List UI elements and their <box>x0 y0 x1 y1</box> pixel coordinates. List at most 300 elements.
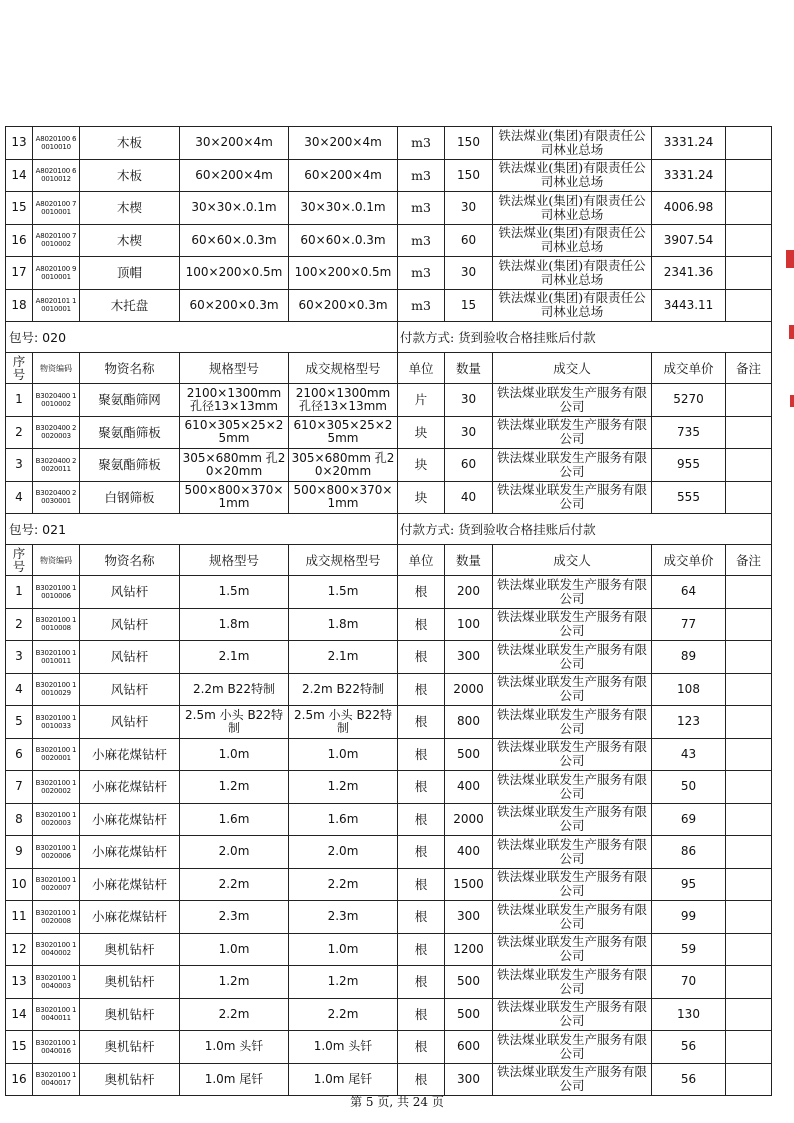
spec-cell: 1.6m <box>180 803 289 836</box>
supplier-cell: 铁法煤业联发生产服务有限公司 <box>493 933 652 966</box>
column-header-row <box>6 545 772 576</box>
seq-cell: 3 <box>6 449 33 482</box>
qty-cell: 300 <box>445 901 493 934</box>
qty-cell: 1500 <box>445 868 493 901</box>
unit-cell: 根 <box>398 836 445 869</box>
seq-cell: 8 <box>6 803 33 836</box>
qty-cell: 100 <box>445 608 493 641</box>
name-cell: 小麻花煤钻杆 <box>80 803 180 836</box>
table-row <box>6 998 772 1031</box>
spec-cell: 2.2m <box>180 868 289 901</box>
price-cell: 59 <box>652 933 726 966</box>
qty-cell: 40 <box>445 481 493 514</box>
procurement-result-sheet <box>5 126 771 1096</box>
spec-cell: 610×305×25×25mm <box>180 416 289 449</box>
code-cell: B3020100 10040017 <box>33 1063 80 1096</box>
name-cell: 聚氨酯筛板 <box>80 416 180 449</box>
column-header-name: 物资名称 <box>80 353 180 384</box>
deal-spec-cell: 1.0m 头钎 <box>289 1031 398 1064</box>
seq-cell: 13 <box>6 127 33 160</box>
seq-cell: 4 <box>6 673 33 706</box>
column-header-code: 物资编码 <box>33 545 80 576</box>
code-cell: B3020100 10010008 <box>33 608 80 641</box>
table-row <box>6 1031 772 1064</box>
unit-cell: 块 <box>398 416 445 449</box>
price-cell: 735 <box>652 416 726 449</box>
deal-spec-cell: 305×680mm 孔20×20mm <box>289 449 398 482</box>
qty-cell: 500 <box>445 738 493 771</box>
supplier-cell: 铁法煤业联发生产服务有限公司 <box>493 901 652 934</box>
unit-cell: m3 <box>398 192 445 225</box>
column-header-spec: 规格型号 <box>180 545 289 576</box>
supplier-cell: 铁法煤业联发生产服务有限公司 <box>493 868 652 901</box>
column-header-note: 备注 <box>726 353 772 384</box>
name-cell: 小麻花煤钻杆 <box>80 771 180 804</box>
deal-spec-cell: 100×200×0.5m <box>289 257 398 290</box>
note-cell <box>726 257 772 290</box>
spec-cell: 60×200×0.3m <box>180 289 289 322</box>
price-cell: 64 <box>652 576 726 609</box>
qty-cell: 800 <box>445 706 493 739</box>
name-cell: 风钻杆 <box>80 641 180 674</box>
supplier-cell: 铁法煤业联发生产服务有限公司 <box>493 706 652 739</box>
name-cell: 奥机钻杆 <box>80 933 180 966</box>
seq-cell: 13 <box>6 966 33 999</box>
code-cell: B3020100 10040002 <box>33 933 80 966</box>
unit-cell: m3 <box>398 224 445 257</box>
spec-cell: 2100×1300mm孔径13×13mm <box>180 384 289 417</box>
unit-cell: m3 <box>398 159 445 192</box>
supplier-cell: 铁法煤业联发生产服务有限公司 <box>493 576 652 609</box>
note-cell <box>726 449 772 482</box>
note-cell <box>726 1063 772 1096</box>
table-row <box>6 576 772 609</box>
supplier-cell: 铁法煤业联发生产服务有限公司 <box>493 966 652 999</box>
note-cell <box>726 127 772 160</box>
red-stamp-mark <box>786 250 794 268</box>
code-cell: B3020100 10020007 <box>33 868 80 901</box>
seq-cell: 5 <box>6 706 33 739</box>
qty-cell: 500 <box>445 998 493 1031</box>
code-cell: B3020100 10020002 <box>33 771 80 804</box>
spec-cell: 2.1m <box>180 641 289 674</box>
column-header-unit: 单位 <box>398 545 445 576</box>
table-row <box>6 966 772 999</box>
table-row <box>6 224 772 257</box>
table-row <box>6 933 772 966</box>
supplier-cell: 铁法煤业联发生产服务有限公司 <box>493 1031 652 1064</box>
package-label: 包号: 021 <box>6 514 80 545</box>
note-cell <box>726 608 772 641</box>
table-row <box>6 481 772 514</box>
spec-cell: 2.2m B22特制 <box>180 673 289 706</box>
deal-spec-cell: 30×200×4m <box>289 127 398 160</box>
price-cell: 3331.24 <box>652 159 726 192</box>
deal-spec-cell: 2.2m B22特制 <box>289 673 398 706</box>
supplier-cell: 铁法煤业(集团)有限责任公司林业总场 <box>493 224 652 257</box>
name-cell: 风钻杆 <box>80 608 180 641</box>
supplier-cell: 铁法煤业联发生产服务有限公司 <box>493 608 652 641</box>
seq-cell: 6 <box>6 738 33 771</box>
deal-spec-cell: 2100×1300mm孔径13×13mm <box>289 384 398 417</box>
table-row <box>6 257 772 290</box>
table-row <box>6 738 772 771</box>
name-cell: 小麻花煤钻杆 <box>80 901 180 934</box>
unit-cell: 根 <box>398 933 445 966</box>
deal-spec-cell: 500×800×370×1mm <box>289 481 398 514</box>
seq-cell: 14 <box>6 159 33 192</box>
price-cell: 3331.24 <box>652 127 726 160</box>
price-cell: 130 <box>652 998 726 1031</box>
price-cell: 2341.36 <box>652 257 726 290</box>
note-cell <box>726 803 772 836</box>
table-row <box>6 608 772 641</box>
qty-cell: 1200 <box>445 933 493 966</box>
supplier-cell: 铁法煤业联发生产服务有限公司 <box>493 384 652 417</box>
seq-cell: 15 <box>6 192 33 225</box>
spec-cell: 60×200×4m <box>180 159 289 192</box>
seq-cell: 3 <box>6 641 33 674</box>
unit-cell: 块 <box>398 449 445 482</box>
name-cell: 小麻花煤钻杆 <box>80 836 180 869</box>
name-cell: 木楔 <box>80 192 180 225</box>
note-cell <box>726 868 772 901</box>
code-cell: B3020100 10020001 <box>33 738 80 771</box>
column-header-supplier: 成交人 <box>493 545 652 576</box>
seq-cell: 2 <box>6 416 33 449</box>
seq-cell: 10 <box>6 868 33 901</box>
unit-cell: 根 <box>398 1031 445 1064</box>
column-header-qty: 数量 <box>445 353 493 384</box>
spec-cell: 30×200×4m <box>180 127 289 160</box>
supplier-cell: 铁法煤业(集团)有限责任公司林业总场 <box>493 192 652 225</box>
column-header-qty: 数量 <box>445 545 493 576</box>
seq-cell: 11 <box>6 901 33 934</box>
price-cell: 5270 <box>652 384 726 417</box>
spec-cell: 305×680mm 孔20×20mm <box>180 449 289 482</box>
unit-cell: 根 <box>398 608 445 641</box>
spec-cell: 500×800×370×1mm <box>180 481 289 514</box>
deal-spec-cell: 2.0m <box>289 836 398 869</box>
deal-spec-cell: 30×30×.0.1m <box>289 192 398 225</box>
name-cell: 奥机钻杆 <box>80 1031 180 1064</box>
qty-cell: 150 <box>445 127 493 160</box>
unit-cell: m3 <box>398 289 445 322</box>
qty-cell: 30 <box>445 192 493 225</box>
price-cell: 43 <box>652 738 726 771</box>
code-cell: A8020100 70010001 <box>33 192 80 225</box>
unit-cell: 根 <box>398 706 445 739</box>
supplier-cell: 铁法煤业联发生产服务有限公司 <box>493 481 652 514</box>
spec-cell: 1.8m <box>180 608 289 641</box>
seq-cell: 16 <box>6 1063 33 1096</box>
name-cell: 木板 <box>80 127 180 160</box>
price-cell: 56 <box>652 1031 726 1064</box>
qty-cell: 2000 <box>445 673 493 706</box>
spec-cell: 1.0m 尾钎 <box>180 1063 289 1096</box>
table-row <box>6 192 772 225</box>
seq-cell: 1 <box>6 576 33 609</box>
qty-cell: 150 <box>445 159 493 192</box>
supplier-cell: 铁法煤业联发生产服务有限公司 <box>493 738 652 771</box>
results-table <box>5 126 772 1096</box>
name-cell: 木托盘 <box>80 289 180 322</box>
unit-cell: 片 <box>398 384 445 417</box>
package-blank <box>80 514 398 545</box>
spec-cell: 2.5m 小头 B22特制 <box>180 706 289 739</box>
column-header-unit: 单位 <box>398 353 445 384</box>
code-cell: B3020100 10040011 <box>33 998 80 1031</box>
unit-cell: 根 <box>398 576 445 609</box>
unit-cell: 根 <box>398 803 445 836</box>
supplier-cell: 铁法煤业联发生产服务有限公司 <box>493 771 652 804</box>
note-cell <box>726 384 772 417</box>
supplier-cell: 铁法煤业联发生产服务有限公司 <box>493 998 652 1031</box>
spec-cell: 2.0m <box>180 836 289 869</box>
deal-spec-cell: 1.2m <box>289 771 398 804</box>
deal-spec-cell: 610×305×25×25mm <box>289 416 398 449</box>
qty-cell: 400 <box>445 771 493 804</box>
code-cell: A8020100 70010002 <box>33 224 80 257</box>
note-cell <box>726 576 772 609</box>
unit-cell: 根 <box>398 641 445 674</box>
name-cell: 木楔 <box>80 224 180 257</box>
deal-spec-cell: 2.5m 小头 B22特制 <box>289 706 398 739</box>
spec-cell: 1.5m <box>180 576 289 609</box>
seq-cell: 7 <box>6 771 33 804</box>
deal-spec-cell: 60×200×4m <box>289 159 398 192</box>
note-cell <box>726 901 772 934</box>
note-cell <box>726 966 772 999</box>
spec-cell: 60×60×.0.3m <box>180 224 289 257</box>
qty-cell: 30 <box>445 257 493 290</box>
spec-cell: 2.3m <box>180 901 289 934</box>
supplier-cell: 铁法煤业联发生产服务有限公司 <box>493 836 652 869</box>
note-cell <box>726 933 772 966</box>
deal-spec-cell: 2.3m <box>289 901 398 934</box>
unit-cell: m3 <box>398 127 445 160</box>
price-cell: 50 <box>652 771 726 804</box>
spec-cell: 1.2m <box>180 966 289 999</box>
seq-cell: 12 <box>6 933 33 966</box>
red-stamp-mark <box>790 395 794 407</box>
note-cell <box>726 706 772 739</box>
seq-cell: 17 <box>6 257 33 290</box>
unit-cell: 根 <box>398 1063 445 1096</box>
table-row <box>6 706 772 739</box>
price-cell: 56 <box>652 1063 726 1096</box>
table-row <box>6 384 772 417</box>
spec-cell: 1.0m <box>180 933 289 966</box>
price-cell: 70 <box>652 966 726 999</box>
code-cell: A8020101 10010001 <box>33 289 80 322</box>
price-cell: 95 <box>652 868 726 901</box>
package-label: 包号: 020 <box>6 322 80 353</box>
unit-cell: 根 <box>398 771 445 804</box>
code-cell: B3020400 20030001 <box>33 481 80 514</box>
package-blank <box>80 322 398 353</box>
note-cell <box>726 738 772 771</box>
note-cell <box>726 998 772 1031</box>
table-row <box>6 641 772 674</box>
deal-spec-cell: 60×200×0.3m <box>289 289 398 322</box>
seq-cell: 9 <box>6 836 33 869</box>
name-cell: 聚氨酯筛板 <box>80 449 180 482</box>
table-row <box>6 836 772 869</box>
note-cell <box>726 289 772 322</box>
deal-spec-cell: 1.2m <box>289 966 398 999</box>
spec-cell: 30×30×.0.1m <box>180 192 289 225</box>
code-cell: B3020100 10040016 <box>33 1031 80 1064</box>
price-cell: 69 <box>652 803 726 836</box>
spec-cell: 2.2m <box>180 998 289 1031</box>
qty-cell: 60 <box>445 224 493 257</box>
unit-cell: m3 <box>398 257 445 290</box>
code-cell: B3020100 10020003 <box>33 803 80 836</box>
deal-spec-cell: 1.8m <box>289 608 398 641</box>
table-row <box>6 127 772 160</box>
spec-cell: 100×200×0.5m <box>180 257 289 290</box>
supplier-cell: 铁法煤业(集团)有限责任公司林业总场 <box>493 257 652 290</box>
table-row <box>6 289 772 322</box>
code-cell: B3020100 10010033 <box>33 706 80 739</box>
unit-cell: 根 <box>398 738 445 771</box>
price-cell: 955 <box>652 449 726 482</box>
column-header-code: 物资编码 <box>33 353 80 384</box>
qty-cell: 2000 <box>445 803 493 836</box>
price-cell: 4006.98 <box>652 192 726 225</box>
note-cell <box>726 641 772 674</box>
package-header-row <box>6 322 772 353</box>
spec-cell: 1.2m <box>180 771 289 804</box>
deal-spec-cell: 1.0m 尾钎 <box>289 1063 398 1096</box>
name-cell: 聚氨酯筛网 <box>80 384 180 417</box>
deal-spec-cell: 1.6m <box>289 803 398 836</box>
code-cell: B3020100 10040003 <box>33 966 80 999</box>
note-cell <box>726 481 772 514</box>
table-row <box>6 159 772 192</box>
qty-cell: 300 <box>445 1063 493 1096</box>
code-cell: B3020100 10010029 <box>33 673 80 706</box>
page-footer: 第 5 页, 共 24 页 <box>350 1095 444 1109</box>
qty-cell: 300 <box>445 641 493 674</box>
name-cell: 奥机钻杆 <box>80 966 180 999</box>
deal-spec-cell: 2.1m <box>289 641 398 674</box>
note-cell <box>726 192 772 225</box>
deal-spec-cell: 60×60×.0.3m <box>289 224 398 257</box>
note-cell <box>726 159 772 192</box>
supplier-cell: 铁法煤业联发生产服务有限公司 <box>493 449 652 482</box>
qty-cell: 60 <box>445 449 493 482</box>
spec-cell: 1.0m <box>180 738 289 771</box>
note-cell <box>726 416 772 449</box>
table-row <box>6 416 772 449</box>
deal-spec-cell: 1.5m <box>289 576 398 609</box>
code-cell: B3020100 10020006 <box>33 836 80 869</box>
seq-cell: 14 <box>6 998 33 1031</box>
note-cell <box>726 1031 772 1064</box>
unit-cell: 根 <box>398 673 445 706</box>
column-header-row <box>6 353 772 384</box>
payment-terms: 付款方式: 货到验收合格挂账后付款 <box>398 514 772 545</box>
qty-cell: 200 <box>445 576 493 609</box>
supplier-cell: 铁法煤业联发生产服务有限公司 <box>493 803 652 836</box>
column-header-price: 成交单价 <box>652 545 726 576</box>
name-cell: 顶帽 <box>80 257 180 290</box>
name-cell: 奥机钻杆 <box>80 998 180 1031</box>
code-cell: B3020400 20020003 <box>33 416 80 449</box>
table-row <box>6 449 772 482</box>
price-cell: 89 <box>652 641 726 674</box>
table-row <box>6 868 772 901</box>
name-cell: 小麻花煤钻杆 <box>80 868 180 901</box>
qty-cell: 400 <box>445 836 493 869</box>
column-header-deal-spec: 成交规格型号 <box>289 545 398 576</box>
seq-cell: 2 <box>6 608 33 641</box>
table-row <box>6 673 772 706</box>
code-cell: B3020400 10010002 <box>33 384 80 417</box>
unit-cell: 根 <box>398 868 445 901</box>
code-cell: A8020100 60010012 <box>33 159 80 192</box>
unit-cell: 根 <box>398 901 445 934</box>
seq-cell: 16 <box>6 224 33 257</box>
unit-cell: 根 <box>398 998 445 1031</box>
price-cell: 99 <box>652 901 726 934</box>
table-row <box>6 1063 772 1096</box>
supplier-cell: 铁法煤业(集团)有限责任公司林业总场 <box>493 127 652 160</box>
supplier-cell: 铁法煤业联发生产服务有限公司 <box>493 641 652 674</box>
column-header-deal-spec: 成交规格型号 <box>289 353 398 384</box>
seq-cell: 15 <box>6 1031 33 1064</box>
column-header-note: 备注 <box>726 545 772 576</box>
column-header-no: 序号 <box>6 353 33 384</box>
column-header-no: 序号 <box>6 545 33 576</box>
red-stamp-mark <box>789 325 794 339</box>
name-cell: 小麻花煤钻杆 <box>80 738 180 771</box>
column-header-name: 物资名称 <box>80 545 180 576</box>
name-cell: 白钢筛板 <box>80 481 180 514</box>
qty-cell: 30 <box>445 384 493 417</box>
price-cell: 555 <box>652 481 726 514</box>
code-cell: B3020100 10020008 <box>33 901 80 934</box>
price-cell: 3443.11 <box>652 289 726 322</box>
code-cell: B3020400 20020011 <box>33 449 80 482</box>
table-row <box>6 901 772 934</box>
note-cell <box>726 771 772 804</box>
table-row <box>6 803 772 836</box>
seq-cell: 1 <box>6 384 33 417</box>
name-cell: 风钻杆 <box>80 576 180 609</box>
price-cell: 123 <box>652 706 726 739</box>
payment-terms: 付款方式: 货到验收合格挂账后付款 <box>398 322 772 353</box>
deal-spec-cell: 1.0m <box>289 933 398 966</box>
supplier-cell: 铁法煤业联发生产服务有限公司 <box>493 1063 652 1096</box>
supplier-cell: 铁法煤业(集团)有限责任公司林业总场 <box>493 159 652 192</box>
qty-cell: 15 <box>445 289 493 322</box>
name-cell: 风钻杆 <box>80 706 180 739</box>
seq-cell: 4 <box>6 481 33 514</box>
code-cell: B3020100 10010006 <box>33 576 80 609</box>
seq-cell: 18 <box>6 289 33 322</box>
deal-spec-cell: 1.0m <box>289 738 398 771</box>
price-cell: 108 <box>652 673 726 706</box>
qty-cell: 600 <box>445 1031 493 1064</box>
supplier-cell: 铁法煤业(集团)有限责任公司林业总场 <box>493 289 652 322</box>
name-cell: 风钻杆 <box>80 673 180 706</box>
price-cell: 86 <box>652 836 726 869</box>
deal-spec-cell: 2.2m <box>289 998 398 1031</box>
code-cell: B3020100 10010011 <box>33 641 80 674</box>
